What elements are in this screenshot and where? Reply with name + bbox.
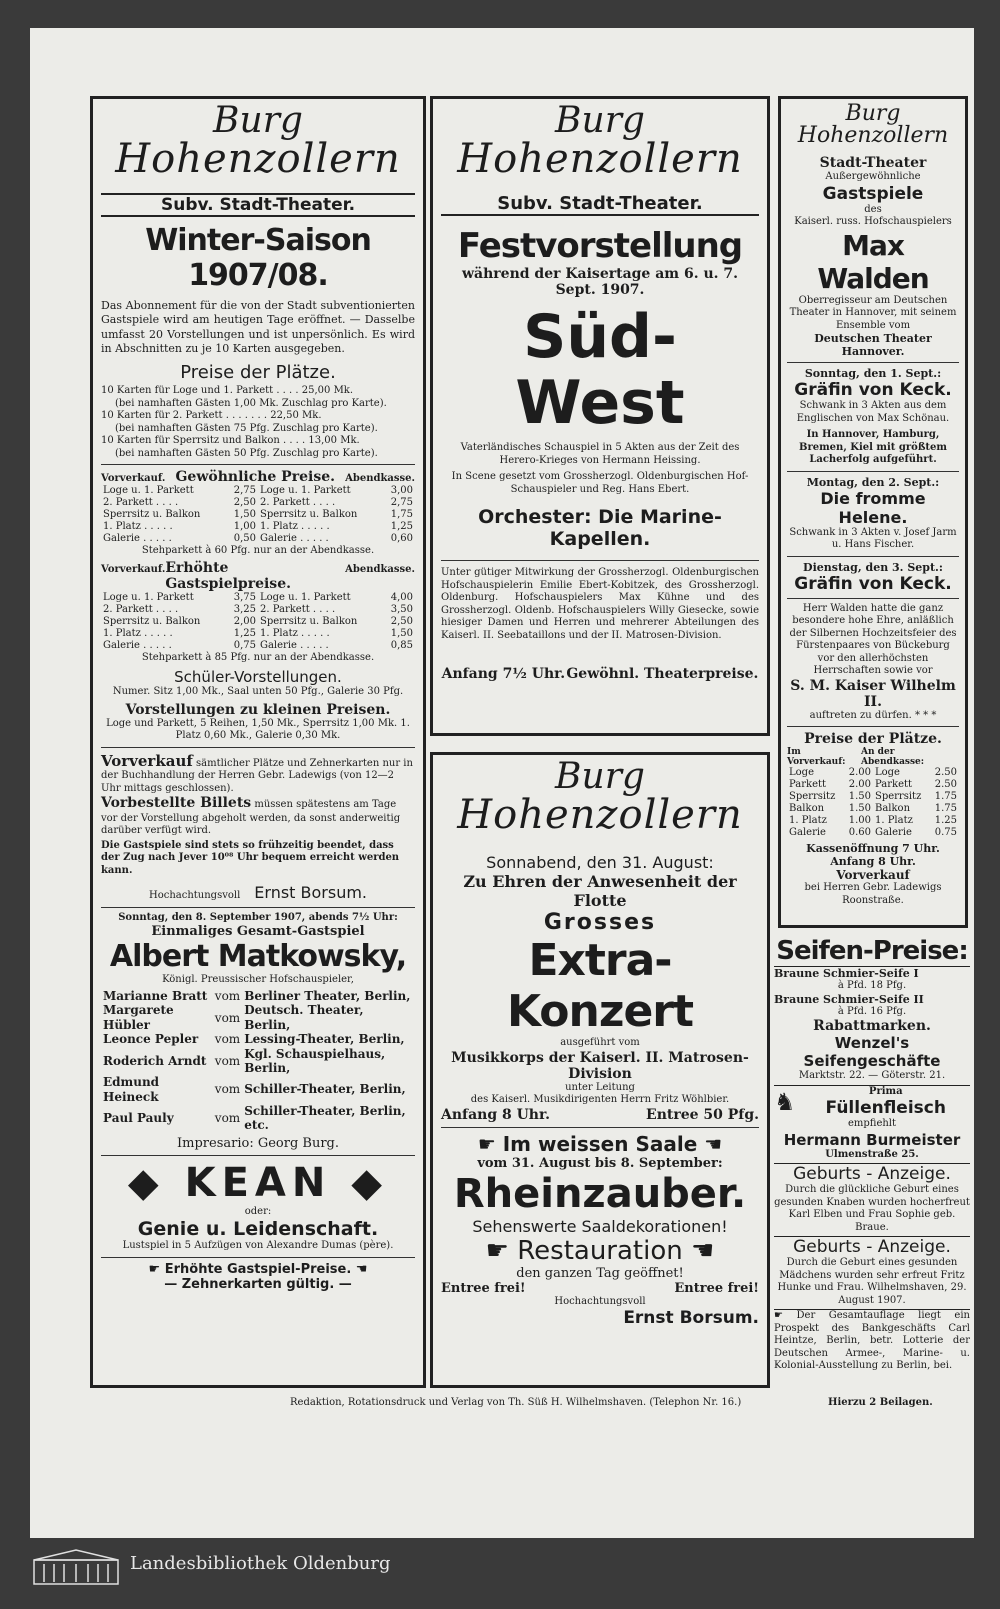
regular-prices-table — [101, 485, 415, 545]
burg-hohenzollern-logo: Burg Hohenzollern — [797, 101, 949, 148]
walden-prices-table — [787, 767, 959, 839]
table-row: 2. Parkett . . . . 3,25 2. Parkett . . . . 3,50 — [103, 603, 413, 615]
burg-hohenzollern-logo: Burg Hohenzollern — [457, 100, 743, 182]
headline: Festvorstellung — [457, 226, 743, 266]
prices-heading: Preise der Plätze. — [180, 362, 336, 384]
intro-text: Das Abonnement für die von der Stadt subventionierten Gastspiele wird am heutigen Tage eröffnet. — Dasselbe umfasst 20 Vorstellungen und ist unpersönlich. Es wird in Abschnitten zu je 10 Karten ausgegeben. — [101, 299, 415, 355]
small-ads: Seifen-Preise: Braune Schmier-Seife I à Pfd. 18 Pfg. Braune Schmier-Seife II à Pfd. 16 Pfg. Rabattmarken. Wenzel's Seifengeschäfte Marktstr. 22. — Göterstr. 21. ♞ Prima Füllenfleisch empfiehlt Hermann Burmeister Ulmenstraße 25. Geburts - Anzeige. Durch die glückliche Geburt eines gesunden Knaben wurden hocherfreut Karl Elben und Frau Sophie geb. Braue. Geburts - Anzeige. Durch die Geburt eines gesunden Mädchens wurden sehr erfreut Fritz Hunke und Frau. Wilhelmshaven, 29. August 1907. ☛ Der Gesamtauflage liegt ein Prospekt des Bankgeschäfts Carl Heintze, Berlin, betr. Lotterie der Deutschen Armee-, Marine- u. Kolonial-Ausstellung zu Berlin, bei. — [774, 936, 970, 1371]
vorverkauf-note: Vorverkauf sämtlicher Plätze und Zehnerkarten nur in der Buchhandlung der Herren Gebr. Ladewigs (von 12—2 Uhr mittags geschlossen). — [101, 751, 413, 794]
cast-row: Roderich Arndt vom Kgl. Schauspielhaus, Berlin, — [103, 1046, 386, 1075]
table-row: 1. Platz . . . . . 1,00 1. Platz . . . . . 1,25 — [103, 521, 413, 533]
festvorstellung-ad: Burg Hohenzollern Subv. Stadt-Theater. Festvorstellung während der Kaisertage am 6. u. 7. Sept. 1907. Süd-West Vaterländisches Schauspiel in 5 Akten aus der Zeit des Herero-Krieges von Hermann Heissing. In Scene gesetzt vom Grossherzogl. Oldenburgischen Hof-Schauspieler und Reg. Hans Ebert. Orchester: Die Marine-Kapellen. Unter gütiger Mitwirkung der Grossherzogl. Oldenburgischen Hofschauspielerin Emilie Ebert-Kobitzek, des Grossherzogl. Oldenburg. Hofschauspielers Max Kühne und des Grossherzogl. Oldenb. Hofschauspielers Willy Giesecke, sowie hiesiger Damen und Herren und mehrerer Abteilungen des Kaiserl. II. Seebataillons und der II. Matrosen-Division. Anfang 7½ Uhr. Gewöhnl. Theaterpreise. — [430, 96, 770, 736]
restaurant: ☛ Restauration ☚ — [485, 1235, 715, 1266]
library-name: Landesbibliothek Oldenburg — [130, 1553, 391, 1574]
table-row: Sperrsitz u. Balkon 1,50 Sperrsitz u. Balkon 1,75 — [103, 509, 413, 521]
table-row: Galerie . . . . . 0,50 Galerie . . . . . 0,60 — [103, 533, 413, 545]
table-row: Balkon 1.50 Balkon 1.75 — [789, 803, 957, 814]
orchestra: Orchester: Die Marine-Kapellen. — [478, 506, 722, 550]
table-row: Galerie 0.60 Galerie 0.75 — [789, 827, 957, 838]
signature: Hochachtungsvoll Ernst Borsum. — [148, 883, 368, 903]
burg-hohenzollern-logo: Burg Hohenzollern — [457, 756, 743, 838]
small-prices-heading: Vorstellungen zu kleinen Preisen. — [125, 701, 391, 718]
cast-row: Edmund Heineck vom Schiller-Theater, Berlin, — [103, 1075, 406, 1104]
student-heading: Schüler-Vorstellungen. — [174, 668, 342, 687]
play-subtitle: Genie u. Leidenschaft. — [137, 1218, 379, 1241]
star-name: Albert Matkowsky, — [109, 939, 407, 975]
table-row: Parkett 2.00 Parkett 2.50 — [789, 779, 957, 790]
guest-prices-note: ☛ Erhöhte Gastspiel-Preise. ☚ — [148, 1261, 368, 1277]
guest-prices-table — [101, 592, 415, 652]
table-row: Loge u. 1. Parkett 3,75 Loge u. 1. Parkett 4,00 — [103, 591, 413, 603]
library-building-icon — [32, 1548, 120, 1586]
cast-row: Paul Pauly vom Schiller-Theater, Berlin, etc. — [103, 1104, 406, 1133]
rheinzauber-title: Rheinzauber. — [453, 1170, 747, 1217]
supplements-note: Hierzu 2 Beilagen. — [828, 1397, 933, 1408]
table-row: Sperrsitz 1.50 Sperrsitz 1.75 — [789, 791, 957, 802]
zehnerkarten-note: — Zehnerkarten gültig. — — [164, 1276, 352, 1292]
table-row: Loge 2.00 Loge 2.50 — [789, 767, 957, 778]
max-walden-ad: Burg Hohenzollern Stadt-Theater Außergewöhnliche Gastspiele des Kaiserl. russ. Hofschauspielers Max Walden Oberregisseur am Deutschen Theater in Hannover, mit seinem Ensemble vom Deutschen Theater Hannover. Sonntag, den 1. Sept.: Gräfin von Keck. Schwank in 3 Akten aus dem Englischen von Max Schönau. In Hannover, Hamburg, Bremen, Kiel mit größtem Lacherfolg aufgeführt. Montag, den 2. Sept.: Die fromme Helene. Schwank in 3 Akten v. Josef Jarm u. Hans Fischer. Dienstag, den 3. Sept.: Gräfin von Keck. Herr Walden hatte die ganz besondere hohe Ehre, anläßlich der Silbernen Hochzeitsfeier des Fürstenpaares von Bückeburg vor den allerhöchsten Herrschaften sowie vor S. M. Kaiser Wilhelm II. auftreten zu dürfen. * * * Preise der Plätze. Im Vorverkauf: An der Abendkasse: Loge 2.00 Loge 2.50 Parkett 2.00 Parkett 2.50 Sperrsitz 1.50 Sperrsitz 1.75 Balkon 1.50 Balkon 1.75 1. Platz 1.00 1. Platz 1.25 Galerie 0.60 Galerie 0.75 Kassenöffnung 7 Uhr. Anfang 8 Uhr. Vorverkauf bei Herren Gebr. Ladewigs Roonstraße. — [778, 96, 968, 928]
play-title: Süd-West — [515, 302, 685, 438]
white-hall: ☛ Im weissen Saale ☚ — [477, 1131, 723, 1156]
extra-konzert-ad: Burg Hohenzollern Sonnabend, den 31. August: Zu Ehren der Anwesenheit der Flotte Grosses Extra-Konzert ausgeführt vom Musikkorps der Kaiserl. II. Matrosen-Division unter Leitung des Kaiserl. Musikdirigenten Herrn Fritz Wöhlbier. Anfang 8 Uhr. Entree 50 Pfg. ☛ Im weissen Saale ☚ vom 31. August bis 8. September: Rheinzauber. Sehenswerte Saaldekorationen! ☛ Restauration ☚ den ganzen Tag geöffnet! Entree frei! Entree frei! Hochachtungsvoll Ernst Borsum. — [430, 752, 770, 1388]
burg-hohenzollern-logo: Burg Hohenzollern — [115, 100, 401, 182]
horse-icon: ♞ — [774, 1087, 796, 1116]
cast-row: Leonce Pepler vom Lessing-Theater, Berlin, — [103, 1032, 405, 1047]
table-row: Galerie . . . . . 0,75 Galerie . . . . . 0,85 — [103, 639, 413, 651]
actor-name: Max Walden — [817, 228, 929, 295]
table-row: 1. Platz 1.00 1. Platz 1.25 — [789, 815, 957, 826]
soap-prices-heading: Seifen-Preise: — [774, 936, 970, 967]
cast-row: Marianne Bratt vom Berliner Theater, Berlin, — [103, 988, 411, 1003]
play-title: ◆ KEAN ◆ — [127, 1159, 389, 1206]
table-row: 2. Parkett . . . . 2,50 2. Parkett . . . . 2,75 — [103, 497, 413, 509]
table-row: 1. Platz . . . . . 1,25 1. Platz . . . . . 1,50 — [103, 627, 413, 639]
cast-row: Margarete Hübler vom Deutsch. Theater, Berlin, — [103, 1003, 364, 1032]
table-row: Sperrsitz u. Balkon 2,00 Sperrsitz u. Balkon 2,50 — [103, 615, 413, 627]
regular-prices-header: Vorverkauf. Gewöhnliche Preise. Abendkasse. — [101, 469, 415, 486]
library-footer — [0, 1540, 1000, 1609]
start-and-prices: Anfang 7½ Uhr. Gewöhnl. Theaterpreise. — [441, 666, 759, 682]
headline: Winter-Saison 1907/08. — [145, 223, 371, 293]
subtitle: Subv. Stadt-Theater. — [101, 193, 415, 217]
concert-title: Extra-Konzert — [506, 935, 694, 1037]
guest-prices-header: Vorverkauf. Erhöhte Gastspielpreise. Abendkasse. — [101, 559, 415, 592]
price-lines: 10 Karten für Loge und 1. Parkett . . . . 25,00 Mk. (bei namhaften Gästen 1,00 Mk. Zuschlag pro Karte). 10 Karten für 2. Parkett . . . . . . . 22,50 Mk. (bei namhaften Gästen 75 Pfg. Zuschlag pro Karte). 10 Karten für Sperrsitz und Balkon . . . . 13,00 Mk. (bei namhaften Gästen 50 Pfg. Zuschlag pro Karte). — [101, 385, 387, 459]
table-row: Loge u. 1. Parkett 2,75 Loge u. 1. Parkett 3,00 — [103, 485, 413, 497]
cast-table — [101, 989, 415, 1133]
billets-note: Vorbestellte Billets müssen spätestens am Tage vor der Vorstellung abgeholt werden, da sonst anderweitig darüber verfügt wird. — [101, 795, 401, 837]
burg-hohenzollern-winter-ad: Burg Hohenzollern Subv. Stadt-Theater. Winter-Saison 1907/08. Das Abonnement für die von der Stadt subventionierten Gastspiele wird am heutigen Tage eröffnet. — Dasselbe umfasst 20 Vorstellungen und ist unpersönlich. Es wird in Abschnitten zu je 10 Karten ausgegeben. Preise der Plätze. 10 Karten für Loge und 1. Parkett . . . . 25,00 Mk. (bei namhaften Gästen 1,00 Mk. Zuschlag pro Karte). 10 Karten für 2. Parkett . . . . . . . 22,50 Mk. (bei namhaften Gästen 75 Pfg. Zuschlag pro Karte). 10 Karten für Sperrsitz und Balkon . . . . 13,00 Mk. (bei namhaften Gästen 50 Pfg. Zuschlag pro Karte). Vorverkauf. Gewöhnliche Preise. Abendkasse. Loge u. 1. Parkett 2,75 Loge u. 1. Parkett 3,00 2. Parkett . . . . 2,50 2. Parkett . . . . 2,75 Sperrsitz u. Balkon 1,50 Sperrsitz u. Balkon 1,75 1. Platz . . . . . 1,00 1. Platz . . . . . 1,25 Galerie . . . . . 0,50 Galerie . . . . . 0,60 Stehparkett à 60 Pfg. nur an der Abendkasse. Vorverkauf. Erhöhte Gastspielpreise. Abendkasse. Loge u. 1. Parkett 3,75 Loge u. 1. Parkett 4,00 2. Parkett . . . . 3,25 2. Parkett . . . . 3,50 Sperrsitz u. Balkon 2,00 Sperrsitz u. Balkon 2,50 1. Platz . . . . . 1,25 1. Platz . . . . . 1,50 Galerie . . . . . 0,75 Galerie . . . . . 0,85 Stehparkett à 85 Pfg. nur an der Abendkasse. Schüler-Vorstellungen. Numer. Sitz 1,00 Mk., Saal unten 50 Pfg., Galerie 30 Pfg. Vorstellungen zu kleinen Preisen. Loge und Parkett, 5 Reihen, 1,50 Mk., Sperrsitz 1,00 Mk. 1. Platz 0,60 Mk., Galerie 0,30 Mk. Vorverkauf sämtlicher Plätze und Zehnerkarten nur in der Buchhandlung der Herren Gebr. Ladewigs (von 12—2 Uhr mittags geschlossen). Vorbestellte Billets müssen spätestens am Tage vor der Vorstellung abgeholt werden, da sonst anderweitig darüber verfügt wird. Die Gastspiele sind stets so frühzeitig beendet, dass der Zug nach Jever 10⁰⁸ Uhr bequem erreicht werden kann. Hochachtungsvoll Ernst Borsum. Sonntag, den 8. September 1907, abends 7½ Uhr: Einmaliges Gesamt-Gastspiel Albert Matkowsky, Königl. Preussischer Hofschauspieler, Marianne Bratt vom Berliner Theater, Berlin, Margarete Hübler vom Deutsch. Theater, Berlin, Leonce Pepler vom Lessing-Theater, Berlin, Roderich Arndt vom Kgl. Schauspielhaus, Berlin, Edmund Heineck vom Schiller-Theater, Berlin, Paul Pauly vom Schiller-Theater, Berlin, etc. Impresario: Georg Burg. ◆ KEAN ◆ oder: Genie u. Leidenschaft. Lustspiel in 5 Aufzügen von Alexandre Dumas (père). ☛ Erhöhte Gastspiel-Preise. ☚ — Zehnerkarten gültig. — — [90, 96, 426, 1388]
imprint: Redaktion, Rotationsdruck und Verlag von Th. Süß H. Wilhelmshaven. (Telephon Nr. 16.) — [290, 1397, 742, 1408]
